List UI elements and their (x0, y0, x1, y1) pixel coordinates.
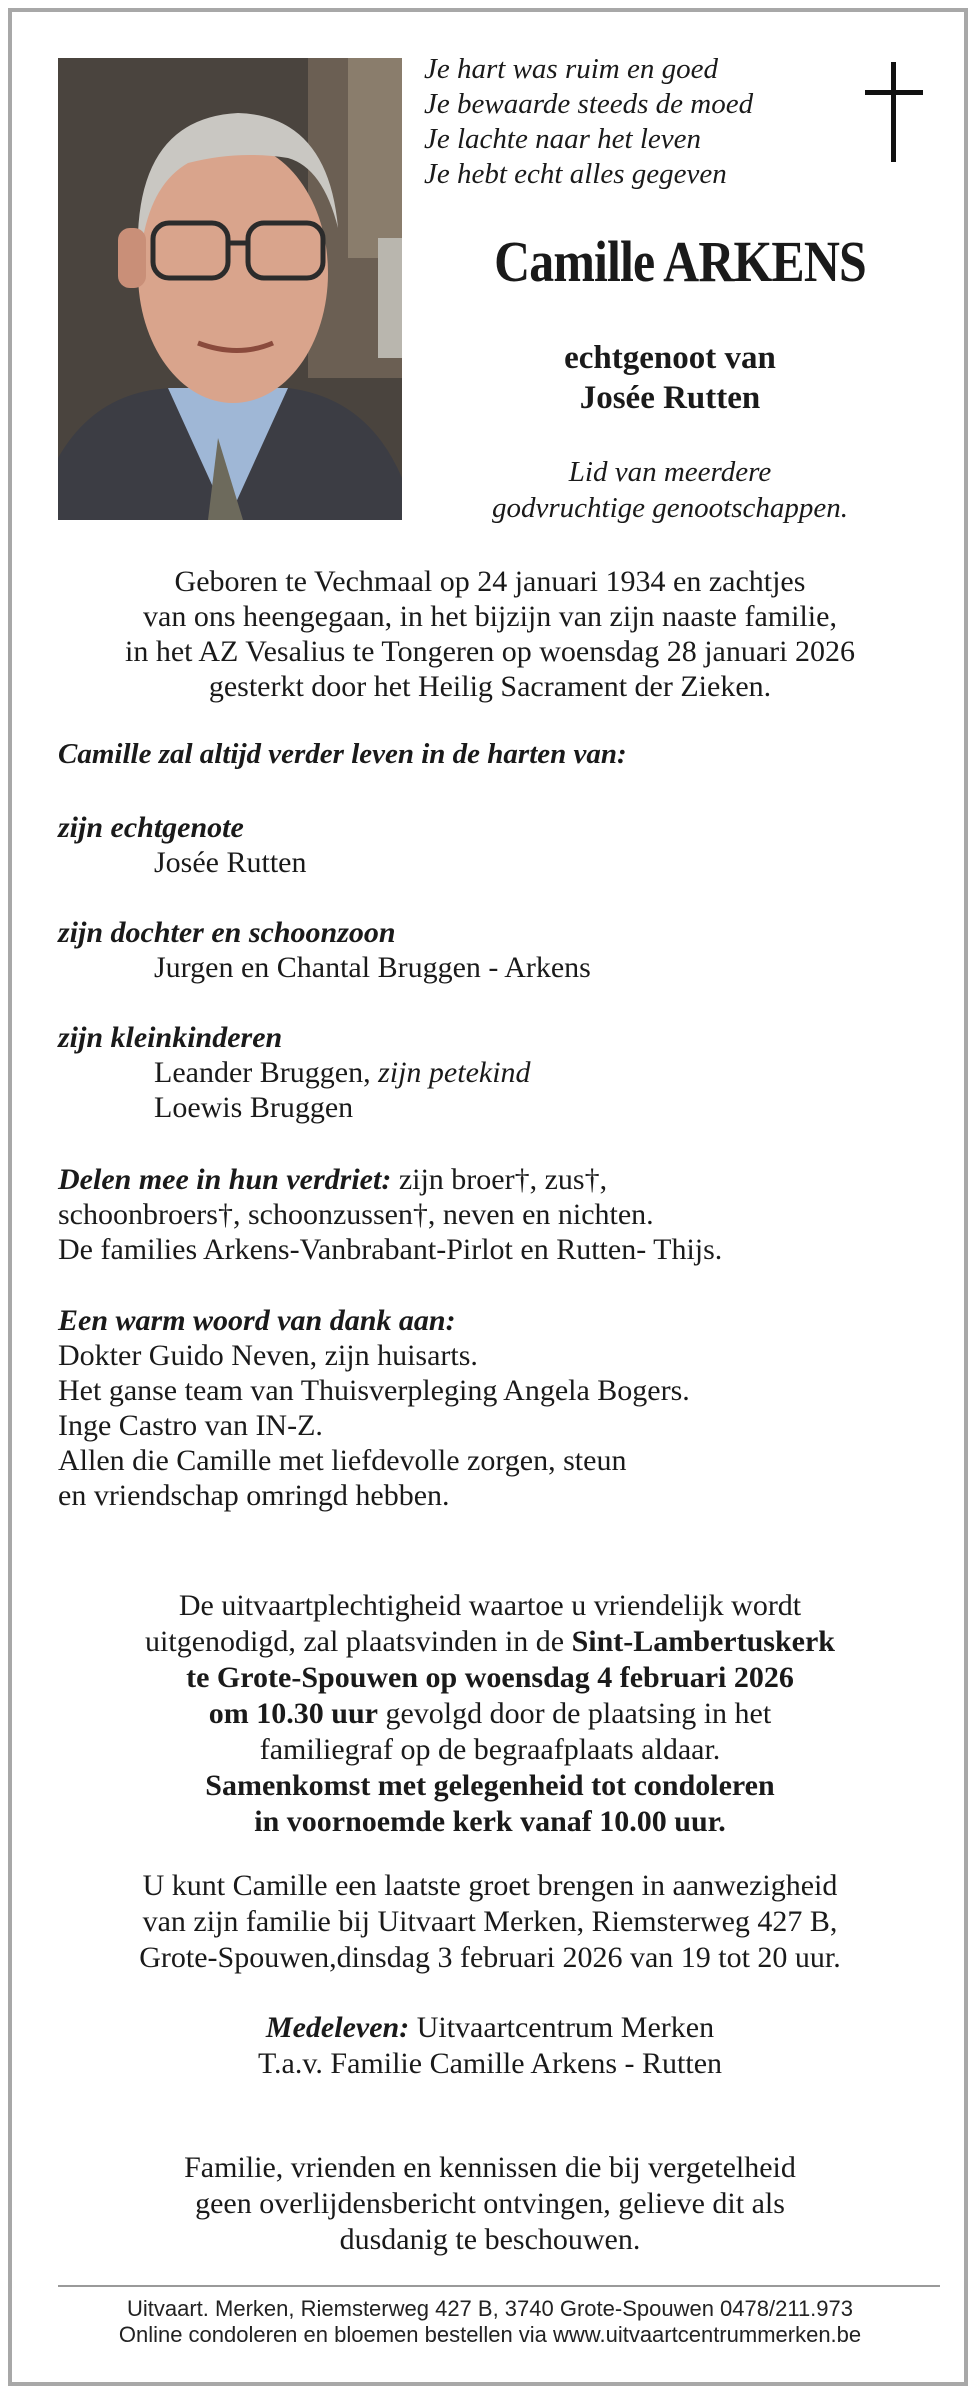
visit-line: van zijn familie bij Uitvaart Merken, Riemsterweg 427 B, (142, 1905, 838, 1938)
funeral-line (40, 1660, 940, 1696)
funeral-line (40, 1696, 940, 1732)
thanks-line: en vriendschap omringd hebben. (58, 1479, 450, 1512)
condolence-line (40, 2010, 940, 2046)
gathering-note: Samenkomst met gelegenheid tot condoleren (205, 1769, 775, 1802)
portrait-photo (58, 58, 402, 520)
poem-line: Je hebt echt alles gegeven (424, 158, 727, 190)
poem-line: Je hart was ruim en goed (424, 53, 718, 85)
grief-text: zijn broer†, zus†, (398, 1163, 608, 1196)
footer-divider (58, 2285, 940, 2287)
grandkid-note: zijn petekind (378, 1056, 531, 1089)
grief-section (58, 1162, 722, 1267)
thanks-line: Inge Castro van IN-Z. (58, 1409, 323, 1442)
grandkid-name: Leander Bruggen, (154, 1056, 371, 1089)
notice-line: geen overlijdensbericht ontvingen, gelieve dit als (195, 2187, 785, 2220)
born-line: gesterkt door het Heilig Sacrament der Zieken. (208, 670, 772, 703)
condolence-section (40, 2010, 940, 2082)
funeral-line (40, 1768, 940, 1804)
grief-line: De families Arkens-Vanbrabant-Pirlot en Rutten- Thijs. (58, 1233, 723, 1266)
grandkids-heading: zijn kleinkinderen (58, 1021, 283, 1054)
thanks-heading: Een warm woord van dank aan: (58, 1304, 456, 1337)
born-line: in het AZ Vesalius te Tongeren op woensdag 28 januari 2026 (125, 635, 855, 668)
thanks-heading-line (58, 1303, 690, 1338)
notice-section (40, 2150, 940, 2258)
footer (40, 2296, 940, 2348)
daughter-section (58, 915, 591, 985)
spouse-line1: echtgenoot van (564, 340, 776, 376)
condolence-value: Uitvaartcentrum Merken (416, 2011, 715, 2044)
visit-section (40, 1868, 940, 1976)
memorial-poem (424, 52, 824, 192)
funeral-section (40, 1588, 940, 1840)
grief-line (58, 1162, 722, 1197)
visit-line: Grote-Spouwen,dinsdag 3 februari 2026 van 19 tot 20 uur. (139, 1941, 841, 1974)
funeral-line: familiegraf op de begraafplaats aldaar. (259, 1733, 721, 1766)
footer-line1: Uitvaart. Merken, Riemsterweg 427 B, 3740 Grote-Spouwen 0478/211.973 (127, 2296, 853, 2321)
condolence-line: T.a.v. Familie Camille Arkens - Rutten (257, 2047, 723, 2080)
portrait-image (58, 58, 402, 520)
cross-icon (865, 62, 923, 162)
church-name: Sint-Lambertuskerk (571, 1625, 835, 1658)
funeral-line (40, 1804, 940, 1840)
wife-heading: zijn echtgenote (58, 811, 244, 844)
grief-line: schoonbroers†, schoonzussen†, neven en nichten. (58, 1198, 654, 1231)
daughter-heading: zijn dochter en schoonzoon (58, 916, 396, 949)
thanks-line: Allen die Camille met liefdevolle zorgen, steun (58, 1444, 627, 1477)
grandkid-line (58, 1055, 531, 1090)
grief-heading: Delen mee in hun verdriet: (58, 1163, 392, 1196)
gathering-time: in voornoemde kerk vanaf 10.00 uur. (254, 1805, 726, 1838)
notice-line: Familie, vrienden en kennissen die bij vergetelheid (184, 2151, 796, 2184)
family-lead: Camille zal altijd verder leven in de harten van: (58, 738, 627, 770)
wife-section (58, 810, 306, 880)
poem-line: Je lachte naar het leven (424, 123, 701, 155)
notice-line: dusdanig te beschouwen. (339, 2223, 641, 2256)
birth-death-paragraph (40, 564, 940, 704)
thanks-line: Het ganse team van Thuisverpleging Angela Bogers. (58, 1374, 690, 1407)
footer-line2: Online condoleren en bloemen bestellen via www.uitvaartcentrummerken.be (118, 2322, 862, 2347)
born-line: Geboren te Vechmaal op 24 januari 1934 en zachtjes (174, 565, 806, 598)
grandkid-name: Loewis Bruggen (154, 1091, 354, 1124)
visit-line: U kunt Camille een laatste groet brengen in aanwezigheid (142, 1869, 838, 1902)
thanks-line: Dokter Guido Neven, zijn huisarts. (58, 1339, 478, 1372)
condolence-label: Medeleven: (265, 2011, 410, 2044)
member-line2: godvruchtige genootschappen. (492, 492, 848, 524)
wife-name: Josée Rutten (154, 846, 307, 879)
membership-note (440, 454, 900, 526)
member-line1: Lid van meerdere (568, 456, 772, 488)
daughter-names: Jurgen en Chantal Bruggen - Arkens (154, 951, 591, 984)
funeral-time: om 10.30 uur (208, 1697, 378, 1730)
deceased-name: Camille ARKENS (494, 229, 866, 294)
funeral-text: uitgenodigd, zal plaatsvinden in de (145, 1625, 565, 1658)
thanks-section (58, 1303, 690, 1513)
funeral-line (40, 1624, 940, 1660)
funeral-text: gevolgd door de plaatsing in het (385, 1697, 772, 1730)
poem-line: Je bewaarde steeds de moed (424, 88, 754, 120)
funeral-date: te Grote-Spouwen op woensdag 4 februari 2026 (186, 1661, 794, 1694)
grandkids-section (58, 1020, 531, 1125)
spouse-info (440, 338, 900, 418)
spouse-line2: Josée Rutten (579, 380, 761, 416)
born-line: van ons heengegaan, in het bijzijn van zijn naaste familie, (143, 600, 837, 633)
funeral-line: De uitvaartplechtigheid waartoe u vriendelijk wordt (178, 1589, 802, 1622)
